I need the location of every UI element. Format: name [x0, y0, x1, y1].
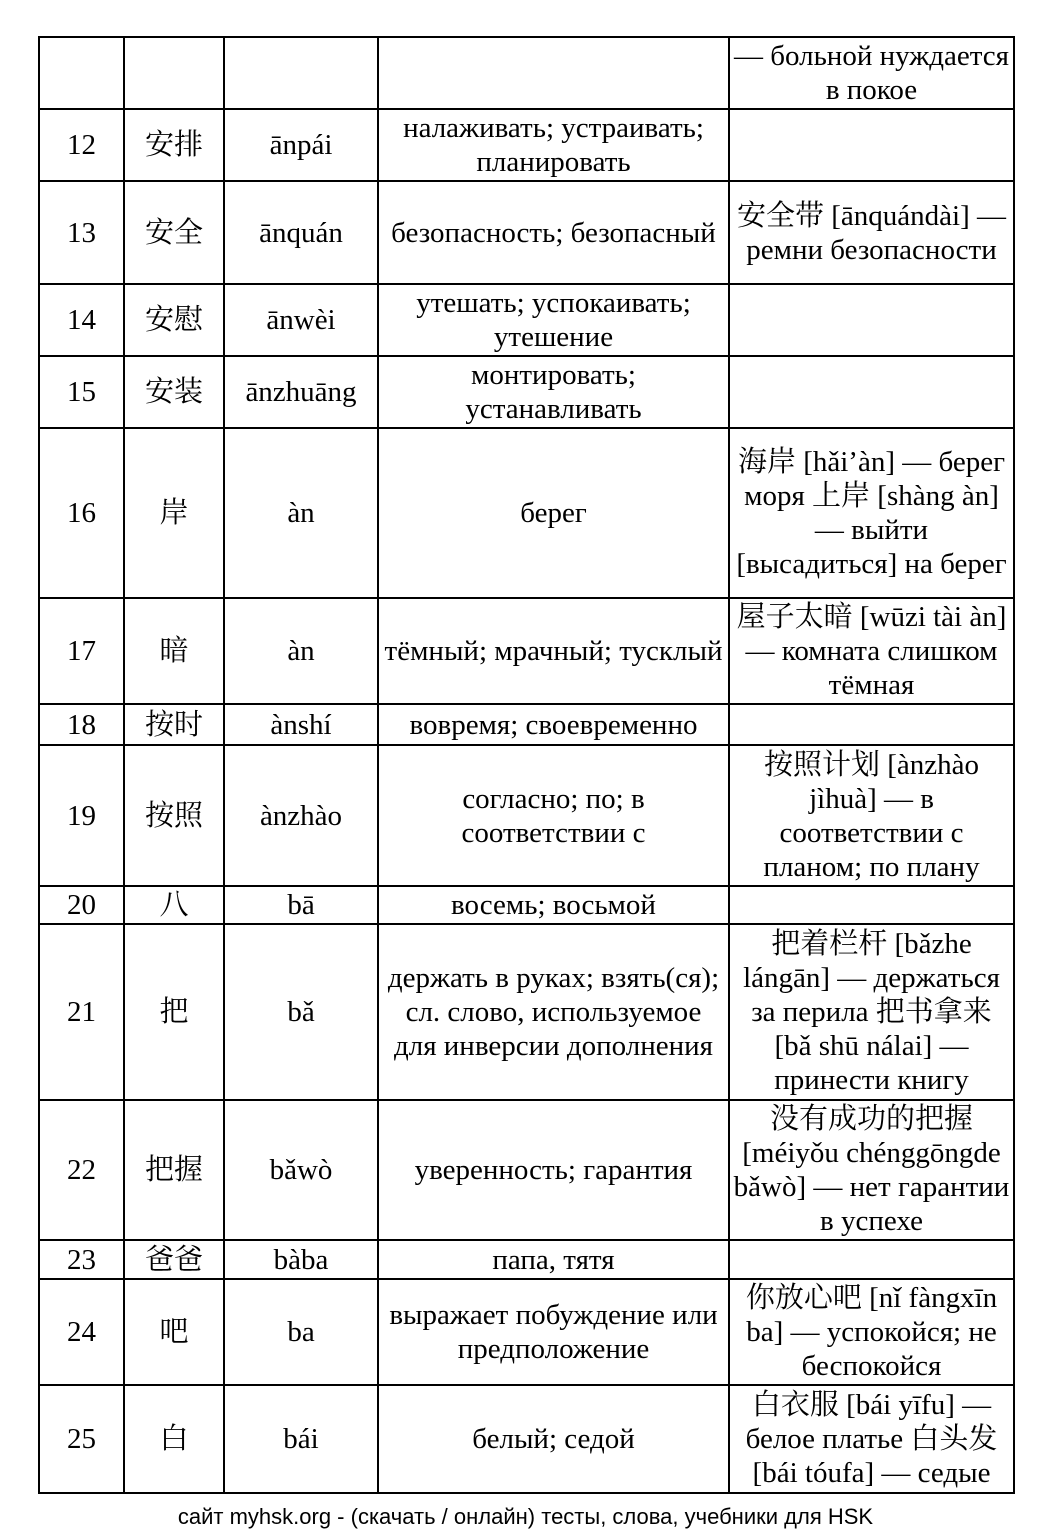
cell-hanzi: 把 [124, 924, 224, 1100]
cell-hanzi: 安全 [124, 181, 224, 284]
cell-hanzi: 爸爸 [124, 1240, 224, 1279]
cell-pinyin: bǎ [224, 924, 378, 1100]
table-row [39, 745, 1014, 886]
cell-number: 14 [39, 284, 124, 356]
cell-number: 19 [39, 745, 124, 886]
cell-translation [378, 37, 729, 109]
cell-pinyin: ànshí [224, 704, 378, 745]
cell-translation: выражает побуждение или предположение [378, 1279, 729, 1385]
cell-number: 21 [39, 924, 124, 1100]
cell-pinyin: ānquán [224, 181, 378, 284]
cell-translation: белый; седой [378, 1385, 729, 1493]
cell-examples: 安全带 [ānquándài] — ремни безопасности [729, 181, 1014, 284]
table-row [39, 284, 1014, 356]
cell-pinyin: ānpái [224, 109, 378, 181]
cell-hanzi: 吧 [124, 1279, 224, 1385]
cell-hanzi: 按时 [124, 704, 224, 745]
cell-translation: папа, тятя [378, 1240, 729, 1279]
hsk-vocabulary-page [0, 36, 1056, 1538]
cell-number: 23 [39, 1240, 124, 1279]
cell-translation: монтировать; устанавливать [378, 356, 729, 428]
cell-hanzi: 八 [124, 886, 224, 924]
cell-translation: утешать; успокаивать; утешение [378, 284, 729, 356]
table-row [39, 428, 1014, 598]
cell-number: 25 [39, 1385, 124, 1493]
table-row [39, 704, 1014, 745]
cell-examples: 白衣服 [bái yīfu] — белое платье 白头发 [bái tóufa] — седые [729, 1385, 1014, 1493]
table-row [39, 1279, 1014, 1385]
cell-hanzi [124, 37, 224, 109]
cell-examples: — больной нуждается в покое [729, 37, 1014, 109]
cell-hanzi: 安慰 [124, 284, 224, 356]
cell-number: 22 [39, 1100, 124, 1240]
cell-translation: согласно; по; в соответствии с [378, 745, 729, 886]
cell-number: 24 [39, 1279, 124, 1385]
cell-translation: берег [378, 428, 729, 598]
table-row [39, 1385, 1014, 1493]
cell-number: 15 [39, 356, 124, 428]
cell-examples: 你放心吧 [nǐ fàngxīn ba] — успокойся; не беспокойся [729, 1279, 1014, 1385]
cell-pinyin: àn [224, 428, 378, 598]
cell-translation: налаживать; устраивать; планировать [378, 109, 729, 181]
cell-pinyin: bái [224, 1385, 378, 1493]
cell-translation: уверенность; гарантия [378, 1100, 729, 1240]
cell-number: 12 [39, 109, 124, 181]
cell-number: 20 [39, 886, 124, 924]
cell-number: 17 [39, 598, 124, 704]
cell-examples: 海岸 [hǎi’àn] — берег моря 上岸 [shàng àn] — выйти [высадиться] на берег [729, 428, 1014, 598]
cell-hanzi: 岸 [124, 428, 224, 598]
table-row [39, 886, 1014, 924]
cell-pinyin: bā [224, 886, 378, 924]
cell-hanzi: 暗 [124, 598, 224, 704]
cell-number [39, 37, 124, 109]
cell-examples: 把着栏杆 [bǎzhe lángān] — держаться за перила 把书拿来 [bǎ shū nálai] — принести книгу [729, 924, 1014, 1100]
cell-pinyin: bàba [224, 1240, 378, 1279]
cell-examples [729, 886, 1014, 924]
table-row [39, 181, 1014, 284]
cell-examples: 屋子太暗 [wūzi tài àn] — комната слишком тёмная [729, 598, 1014, 704]
vocab-table [38, 36, 1015, 1494]
cell-pinyin: ānwèi [224, 284, 378, 356]
table-row [39, 1240, 1014, 1279]
cell-examples [729, 1240, 1014, 1279]
cell-pinyin: bǎwò [224, 1100, 378, 1240]
table-row [39, 109, 1014, 181]
cell-hanzi: 把握 [124, 1100, 224, 1240]
cell-examples: 没有成功的把握 [méiyǒu chénggōngde bǎwò] — нет гарантии в успехе [729, 1100, 1014, 1240]
cell-examples [729, 109, 1014, 181]
cell-number: 18 [39, 704, 124, 745]
cell-pinyin: ānzhuāng [224, 356, 378, 428]
cell-translation: безопасность; безопасный [378, 181, 729, 284]
cell-pinyin: àn [224, 598, 378, 704]
cell-examples [729, 356, 1014, 428]
cell-examples: 按照计划 [ànzhào jìhuà] — в соответствии с планом; по плану [729, 745, 1014, 886]
cell-hanzi: 安排 [124, 109, 224, 181]
cell-examples [729, 284, 1014, 356]
table-row [39, 1100, 1014, 1240]
table-row [39, 924, 1014, 1100]
cell-hanzi: 安装 [124, 356, 224, 428]
cell-examples [729, 704, 1014, 745]
footer-text: сайт myhsk.org - (скачать / онлайн) тесты, слова, учебники для HSK [177, 1504, 874, 1529]
cell-pinyin [224, 37, 378, 109]
cell-translation: тёмный; мрачный; тусклый [378, 598, 729, 704]
table-row [39, 356, 1014, 428]
cell-translation: держать в руках; взять(ся); сл. слово, используемое для инверсии дополнения [378, 924, 729, 1100]
cell-hanzi: 白 [124, 1385, 224, 1493]
table-row [39, 598, 1014, 704]
table-row [39, 37, 1014, 109]
cell-number: 16 [39, 428, 124, 598]
cell-translation: восемь; восьмой [378, 886, 729, 924]
cell-hanzi: 按照 [124, 745, 224, 886]
cell-pinyin: ànzhào [224, 745, 378, 886]
cell-number: 13 [39, 181, 124, 284]
cell-pinyin: ba [224, 1279, 378, 1385]
cell-translation: вовремя; своевременно [378, 704, 729, 745]
